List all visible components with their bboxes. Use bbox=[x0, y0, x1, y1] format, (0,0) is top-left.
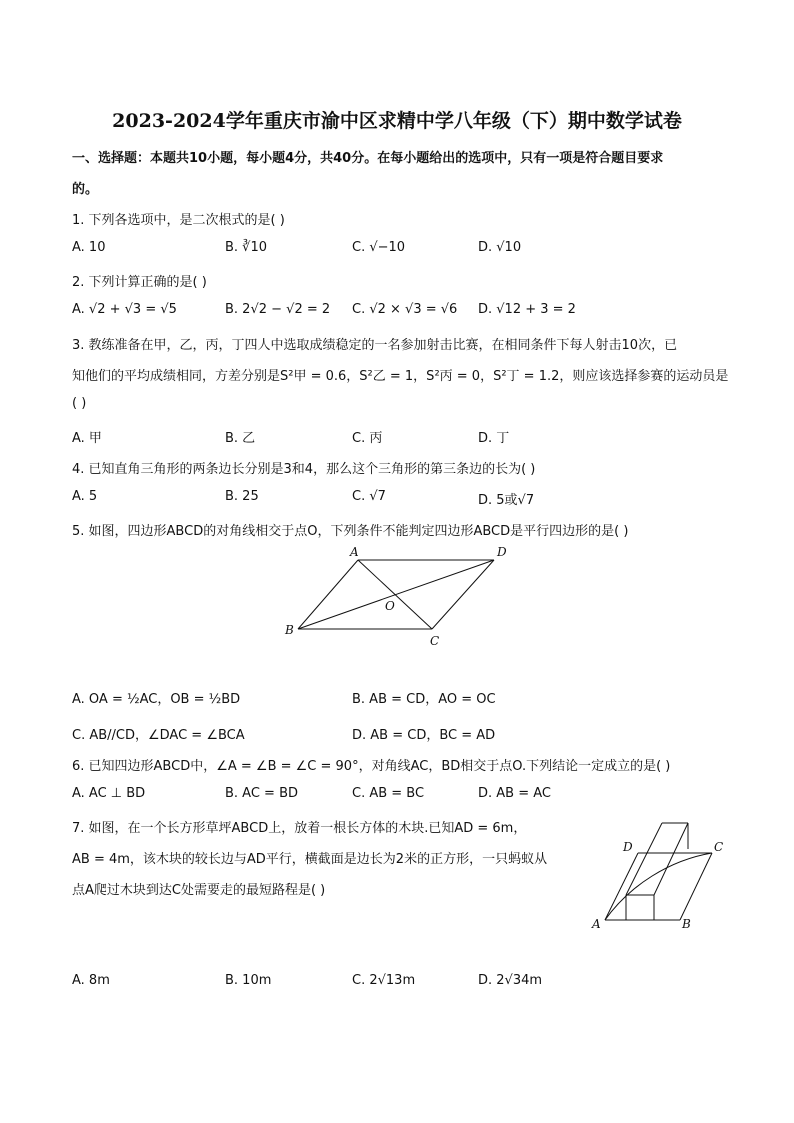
q5-option-d: D. AB = CD，BC = AD bbox=[352, 728, 496, 743]
q3-option-b: B. 乙 bbox=[225, 431, 256, 446]
q3-line2: 知他们的平均成绩相同，方差分别是S²甲 = 0.6，S²乙 = 1，S²丙 = 0，S²丁 = 1.2，则应该选择参赛的运动员是 bbox=[72, 369, 729, 384]
q3-option-a: A. 甲 bbox=[72, 431, 102, 446]
q4-stem: 4. 已知直角三角形的两条边长分别是3和4，那么这个三角形的第三条边的长为( ) bbox=[72, 462, 536, 477]
q5-parallelogram-figure bbox=[280, 542, 520, 652]
q4-option-c: C. √7 bbox=[352, 489, 386, 504]
q1-option-c: C. √−10 bbox=[352, 240, 406, 255]
q3-line1: 3. 教练准备在甲，乙，丙，丁四人中选取成绩稳定的一名参加射击比赛，在相同条件下每人射击10次，已 bbox=[72, 338, 678, 353]
q5-stem: 5. 如图，四边形ABCD的对角线相交于点O，下列条件不能判定四边形ABCD是平行四边形的是( ) bbox=[72, 524, 629, 539]
q5-option-a: A. OA = ½AC，OB = ½BD bbox=[72, 692, 241, 707]
q2-option-d: D. √12 + 3 = 2 bbox=[478, 302, 576, 317]
q6-option-a: A. AC ⊥ BD bbox=[72, 786, 146, 801]
q7-label-d: D bbox=[623, 840, 633, 854]
q7-line3: 点A爬过木块到达C处需要走的最短路程是( ) bbox=[72, 883, 326, 898]
q7-option-a: A. 8m bbox=[72, 973, 110, 988]
q7-option-d: D. 2√34m bbox=[478, 973, 543, 988]
q1-option-d: D. √10 bbox=[478, 240, 522, 255]
q7-option-b: B. 10m bbox=[225, 973, 272, 988]
q6-option-d: D. AB = AC bbox=[478, 786, 551, 801]
q4-option-b: B. 25 bbox=[225, 489, 259, 504]
q3-line3: ( ) bbox=[72, 396, 87, 411]
q5-label-c: C bbox=[430, 634, 440, 648]
q1-option-a: A. 10 bbox=[72, 240, 106, 255]
q7-option-c: C. 2√13m bbox=[352, 973, 416, 988]
q7-lawn-block-figure bbox=[590, 815, 730, 935]
q1-stem: 1. 下列各选项中，是二次根式的是( ) bbox=[72, 213, 285, 228]
exam-title: 2023-2024学年重庆市渝中区求精中学八年级（下）期中数学试卷 bbox=[112, 110, 682, 132]
q5-label-b: B bbox=[285, 623, 294, 637]
q6-stem: 6. 已知四边形ABCD中，∠A = ∠B = ∠C = 90°，对角线AC，BD相交于点O.下列结论一定成立的是( ) bbox=[72, 759, 671, 774]
q5-label-o: O bbox=[385, 599, 395, 613]
q1-option-b: B. ∛10 bbox=[225, 240, 268, 255]
q5-label-a: A bbox=[350, 545, 359, 559]
q3-option-c: C. 丙 bbox=[352, 431, 383, 446]
q5-option-c: C. AB//CD，∠DAC = ∠BCA bbox=[72, 728, 245, 743]
q7-label-a: A bbox=[592, 917, 601, 931]
q7-label-b: B bbox=[682, 917, 691, 931]
q5-option-b: B. AB = CD，AO = OC bbox=[352, 692, 496, 707]
q7-line2: AB = 4m，该木块的较长边与AD平行，横截面是边长为2米的正方形，一只蚂蚁从 bbox=[72, 852, 548, 867]
q4-option-a: A. 5 bbox=[72, 489, 98, 504]
q7-label-c: C bbox=[714, 840, 724, 854]
q3-option-d: D. 丁 bbox=[478, 431, 510, 446]
section-heading-line2: 的。 bbox=[72, 182, 99, 197]
q6-option-c: C. AB = BC bbox=[352, 786, 425, 801]
q7-line1: 7. 如图，在一个长方形草坪ABCD上，放着一根长方体的木块.已知AD = 6m， bbox=[72, 821, 527, 836]
q5-label-d: D bbox=[497, 545, 507, 559]
q2-option-a: A. √2 + √3 = √5 bbox=[72, 302, 177, 317]
q4-option-d: D. 5或√7 bbox=[478, 493, 535, 508]
q2-option-b: B. 2√2 − √2 = 2 bbox=[225, 302, 331, 317]
q6-option-b: B. AC = BD bbox=[225, 786, 299, 801]
q2-option-c: C. √2 × √3 = √6 bbox=[352, 302, 458, 317]
q2-stem: 2. 下列计算正确的是( ) bbox=[72, 275, 207, 290]
section-heading-line1: 一、选择题：本题共10小题，每小题4分，共40分。在每小题给出的选项中，只有一项是符合题目要求 bbox=[72, 151, 664, 166]
